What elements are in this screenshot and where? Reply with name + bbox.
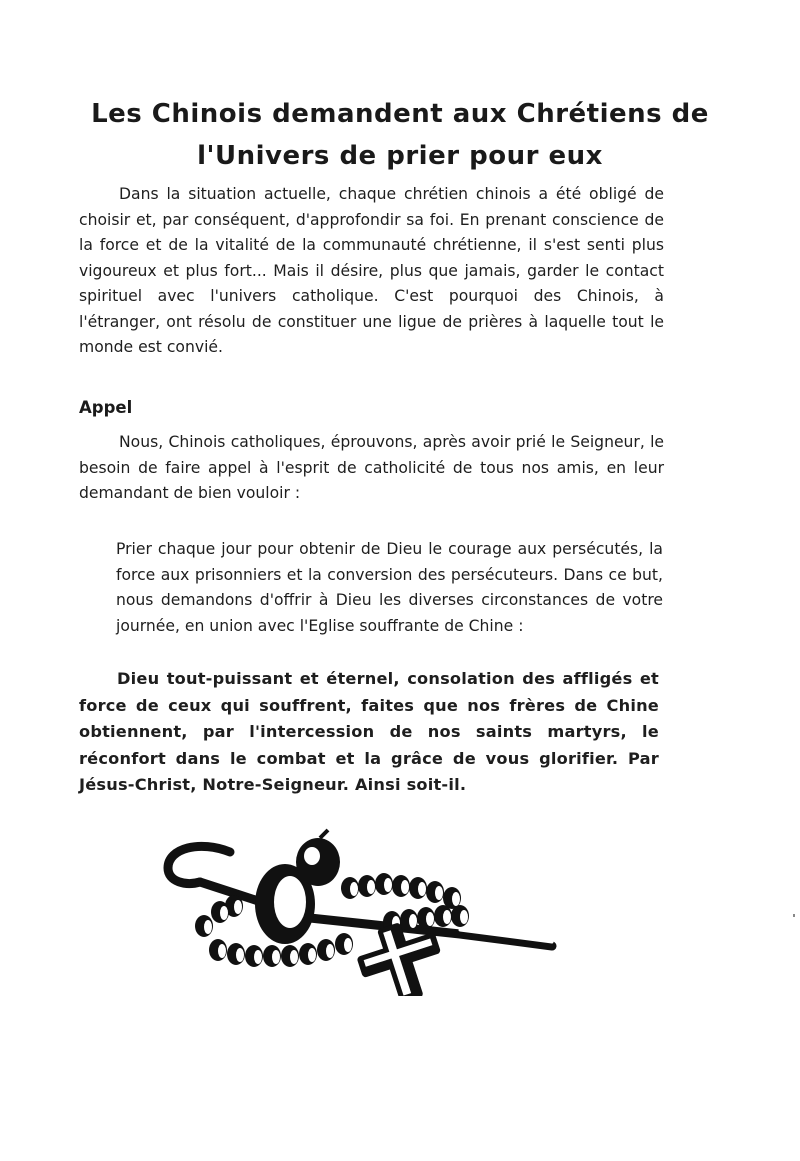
crook-staff-icon <box>168 846 552 946</box>
section-heading: Appel <box>79 398 133 417</box>
prayer-request-paragraph: Prier chaque jour pour obtenir de Dieu le courage aux persécutés, la force aux prisonniers et la conversion des persécuteurs. Dans ce but, nous demandons d'offrir à Dieu les diverses circonstances de votre journée, en union avec l'Eglise souffrante de Chine : <box>116 540 663 635</box>
scan-mark <box>793 914 795 917</box>
title-line-1: Les Chinois demandent aux Chrétiens de <box>91 99 709 130</box>
medal-icon <box>255 830 340 944</box>
appeal-paragraph: Nous, Chinois catholiques, éprouvons, après avoir prié le Seigneur, le besoin de faire appel à l'esprit de catholicité de tous nos amis, en leur demandant de bien vouloir : <box>79 433 664 502</box>
intro-paragraph: Dans la situation actuelle, chaque chrétien chinois a été obligé de choisir et, par conséquent, d'approfondir sa foi. En prenant conscience de la force et de la vitalité de la communauté chrétienne, il s'est senti plus vigoureux et plus fort... Mais il désire, plus que jamais, garder le contact spirituel avec l'univers catholique. C'est pourquoi des Chinois, à l'étranger, ont résolu de constituer une ligue de prières à laquelle tout le monde est convié. <box>79 185 664 356</box>
title-line-2: l'Univers de prier pour eux <box>197 141 603 172</box>
prayer-paragraph: Dieu tout-puissant et éternel, consolation des affligés et force de ceux qui souffrent, faites que nos frères de Chine obtiennent, par l'intercession de nos saints martyrs, le réconfort dans le combat et la grâce de vous glorifier. Par Jésus-Christ, Notre-Seigneur. Ainsi soit-il. <box>79 669 659 794</box>
rosary-cross-icon <box>160 826 580 996</box>
page-title <box>70 93 730 177</box>
